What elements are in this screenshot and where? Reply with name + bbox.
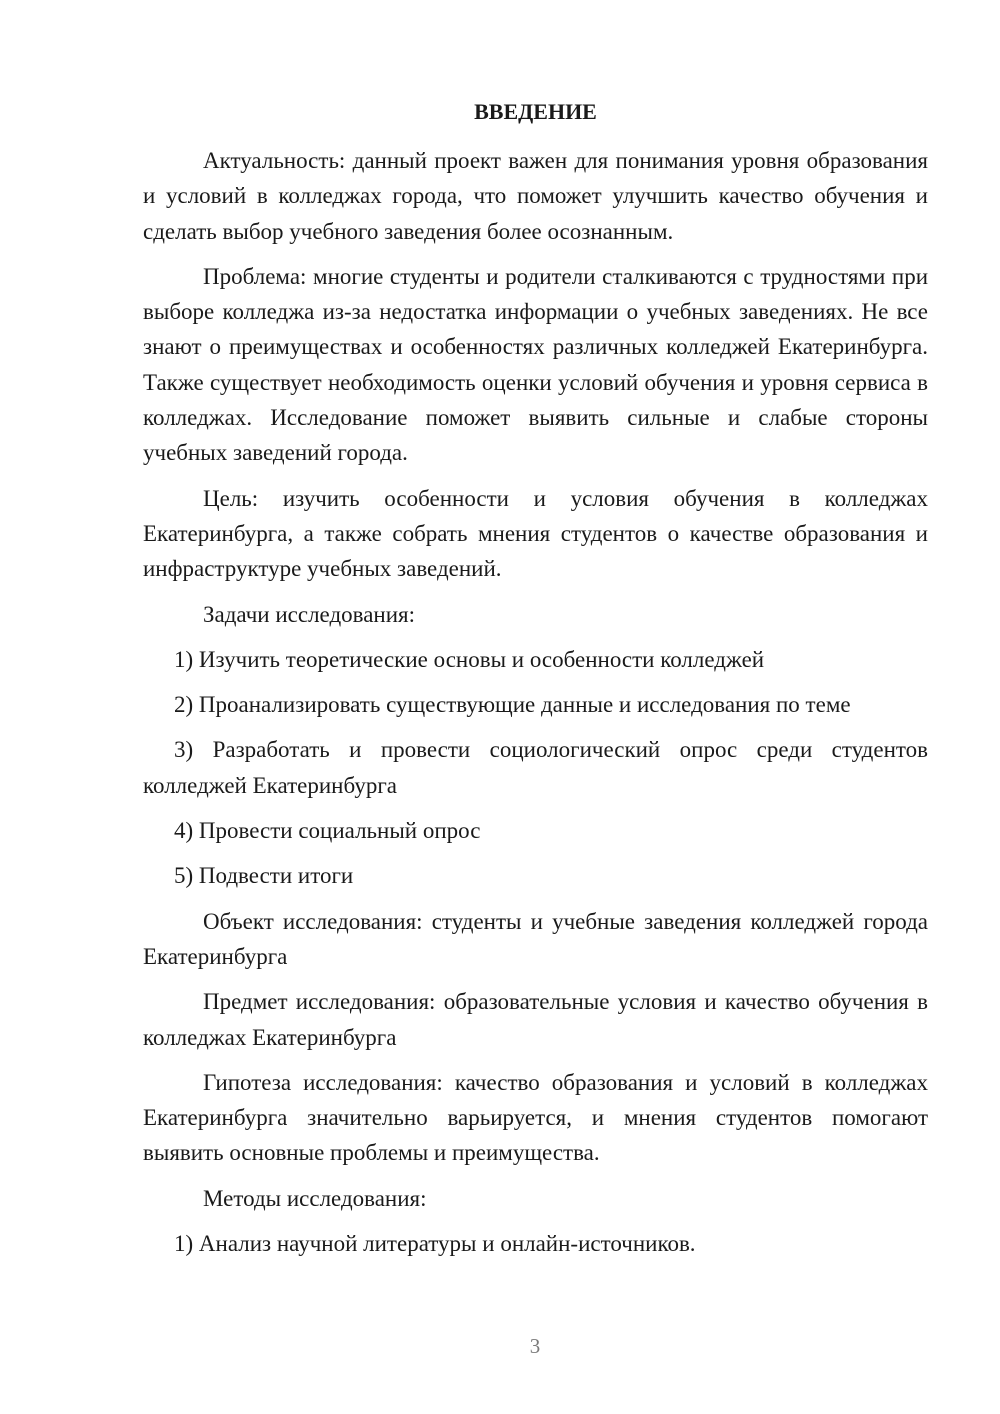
paragraph-object: Объект исследования: студенты и учебные заведения колледжей города Екатеринбурга — [143, 908, 928, 969]
paragraph-relevance: Актуальность: данный проект важен для понимания уровня образования и условий в колледжах города, что поможет улучшить качество обучения и сделать выбор учебного заведения более осознанным. — [143, 148, 928, 244]
paragraph-hypothesis: Гипотеза исследования: качество образования и условий в колледжах Екатеринбурга значительно варьируется, и мнения студентов помогают выявить основные проблемы и преимущества. — [143, 1069, 928, 1166]
list-item-task-3: 3) Разработать и провести социологический опрос среди студентов колледжей Екатеринбурга — [143, 737, 928, 798]
page-number: 3 — [529, 1334, 541, 1358]
page-title: ВВЕДЕНИЕ — [474, 99, 597, 124]
paragraph-problem: Проблема: многие студенты и родители сталкиваются с трудностями при выборе колледжа из-за недостатка информации о учебных заведениях. Не все знают о преимуществах и особенностях различных колледжей Екатеринбурга. Также существует необходимость оценки условий обучения и уровня сервиса в колледжах. Исследование поможет выявить сильные и слабые стороны учебных заведений города. — [143, 263, 928, 466]
list-item-task-4: 4) Провести социальный опрос — [174, 818, 481, 844]
list-item-task-1: 1) Изучить теоретические основы и особенности колледжей — [174, 646, 765, 672]
paragraph-subject: Предмет исследования: образовательные условия и качество обучения в колледжах Екатеринбурга — [143, 989, 928, 1050]
paragraph-goal: Цель: изучить особенности и условия обучения в колледжах Екатеринбурга, а также собрать мнения студентов о качестве образования и инфраструктуре учебных заведений. — [143, 485, 928, 582]
main-content — [143, 143, 928, 1261]
paragraph-tasks-heading: Задачи исследования: — [203, 601, 416, 627]
list-item-task-2: 2) Проанализировать существующие данные и исследования по теме — [174, 692, 851, 718]
list-item-task-5: 5) Подвести итоги — [174, 863, 354, 889]
list-item-method-1: 1) Анализ научной литературы и онлайн-источников. — [174, 1231, 696, 1257]
paragraph-methods-heading: Методы исследования: — [203, 1185, 427, 1211]
